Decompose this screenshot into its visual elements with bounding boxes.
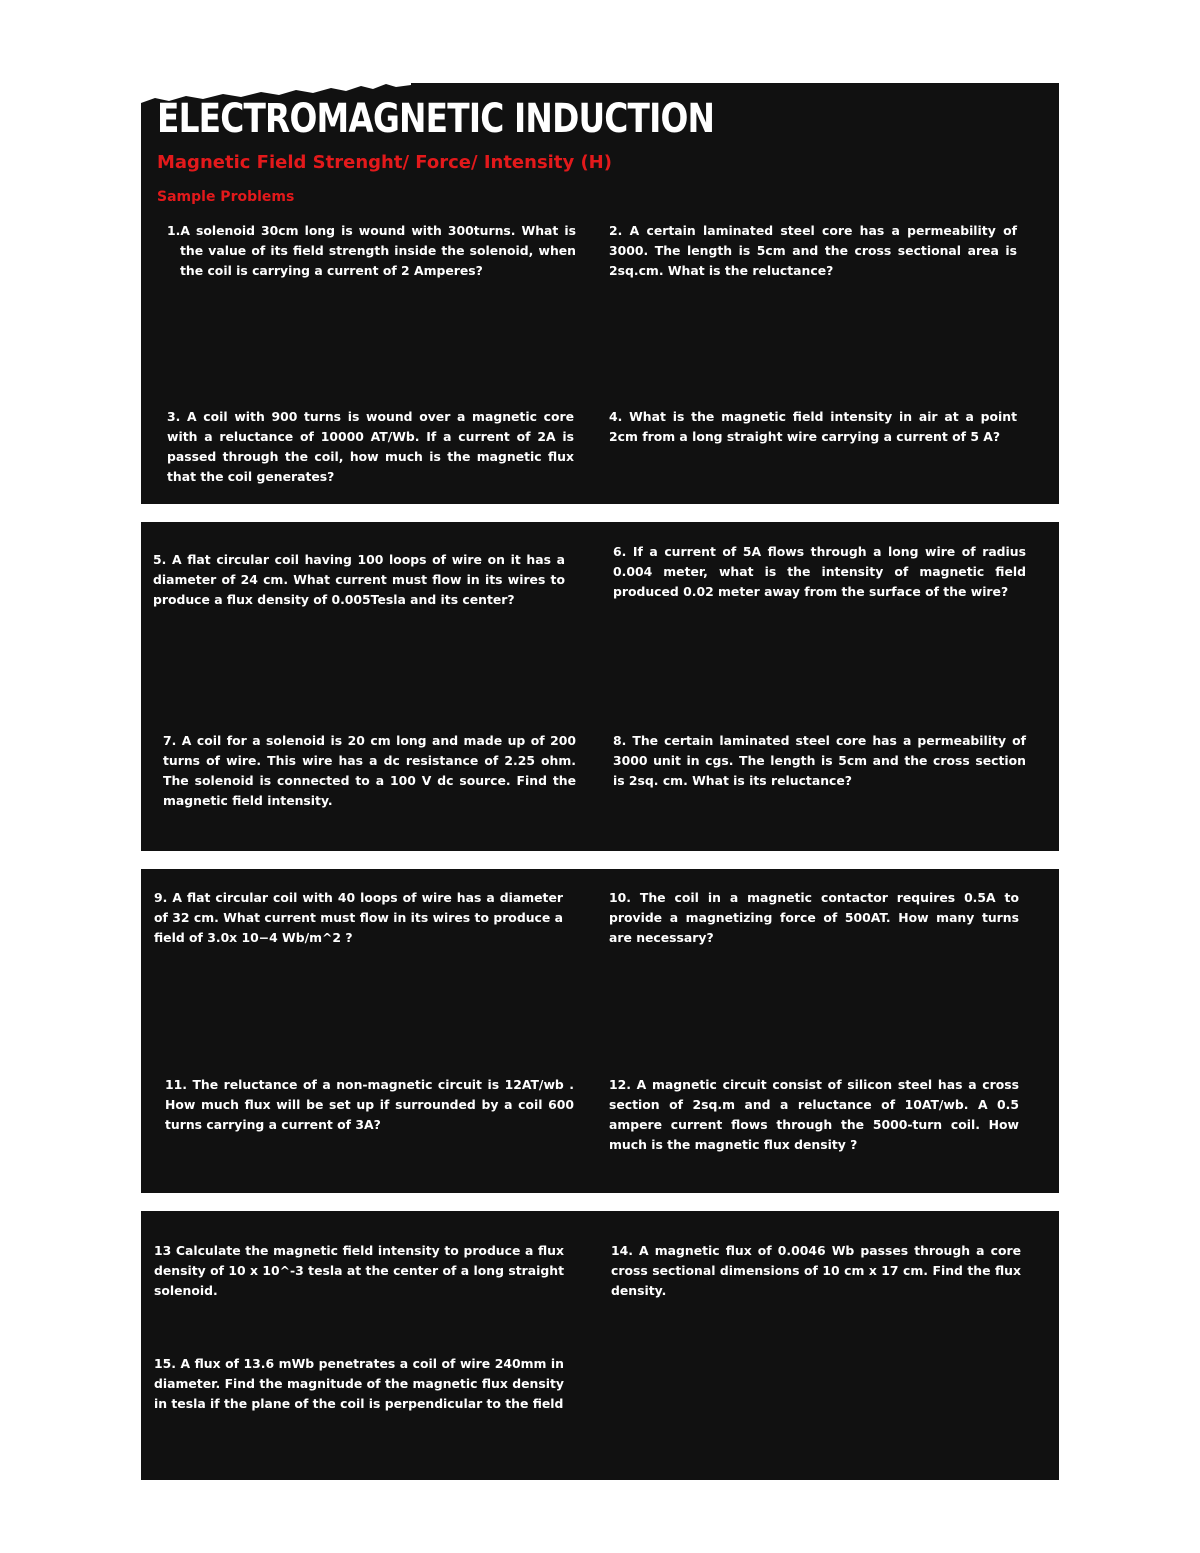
problem-14: 14. A magnetic flux of 0.0046 Wb passes through a core cross sectional dimensions of 10 cm x 17 cm. Find the flux density. — [611, 1243, 1021, 1298]
problem-6: 6. If a current of 5A flows through a long wire of radius 0.004 meter, what is the intensity of magnetic field produced 0.02 meter away from the surface of the wire? — [613, 544, 1026, 599]
problem-8: 8. The certain laminated steel core has a permeability of 3000 unit in cgs. The length is 5cm and the cross section is 2sq. cm. What is its reluctance? — [613, 733, 1026, 788]
problem-7: 7. A coil for a solenoid is 20 cm long and made up of 200 turns of wire. This wire has a dc resistance of 2.25 ohm. The solenoid is connected to a 100 V dc source. Find the magnetic field intensity. — [163, 733, 576, 808]
problem-10: 10. The coil in a magnetic contactor requires 0.5A to provide a magnetizing force of 500AT. How many turns are necessary? — [609, 890, 1019, 945]
problem-1: 1.A solenoid 30cm long is wound with 300turns. What is the value of its field strength inside the solenoid, when the coil is carrying a current of 2 Amperes? — [167, 223, 576, 278]
worksheet-panel-4 — [141, 1211, 1059, 1480]
worksheet-panel-2 — [141, 522, 1059, 851]
problem-12: 12. A magnetic circuit consist of silicon steel has a cross section of 2sq.m and a reluctance of 10AT/wb. A 0.5 ampere current flows through the 5000-turn coil. How much is the magnetic flux density ? — [609, 1077, 1019, 1152]
problem-11: 11. The reluctance of a non-magnetic circuit is 12AT/wb . How much flux will be set up if surrounded by a coil 600 turns carrying a current of 3A? — [165, 1077, 574, 1132]
problem-2: 2. A certain laminated steel core has a permeability of 3000. The length is 5cm and the cross sectional area is 2sq.cm. What is the reluctance? — [609, 223, 1017, 278]
problem-13: 13 Calculate the magnetic field intensity to produce a flux density of 10 x 10^-3 tesla at the center of a long straight solenoid. — [154, 1243, 564, 1298]
page-title: ELECTROMAGNETIC INDUCTION — [157, 96, 715, 142]
problem-5: 5. A flat circular coil having 100 loops of wire on it has a diameter of 24 cm. What current must flow in its wires to produce a flux density of 0.005Tesla and its center? — [153, 552, 565, 607]
topic-subtitle: Magnetic Field Strenght/ Force/ Intensity (H) — [157, 152, 612, 173]
worksheet-panel-1 — [141, 83, 1059, 504]
problem-3: 3. A coil with 900 turns is wound over a magnetic core with a reluctance of 10000 AT/Wb. If a current of 2A is passed through the coil, how much is the magnetic flux that the coil generates? — [167, 409, 574, 484]
sample-problems-label: Sample Problems — [157, 189, 295, 205]
problem-15: 15. A flux of 13.6 mWb penetrates a coil of wire 240mm in diameter. Find the magnitude of the magnetic flux density in tesla if the plane of the coil is perpendicular to the field — [154, 1356, 564, 1411]
problem-4: 4. What is the magnetic field intensity in air at a point 2cm from a long straight wire carrying a current of 5 A? — [609, 409, 1017, 444]
worksheet-panel-3 — [141, 869, 1059, 1193]
problem-9: 9. A flat circular coil with 40 loops of wire has a diameter of 32 cm. What current must flow in its wires to produce a field of 3.0x 10−4 Wb/m^2 ? — [154, 890, 563, 945]
